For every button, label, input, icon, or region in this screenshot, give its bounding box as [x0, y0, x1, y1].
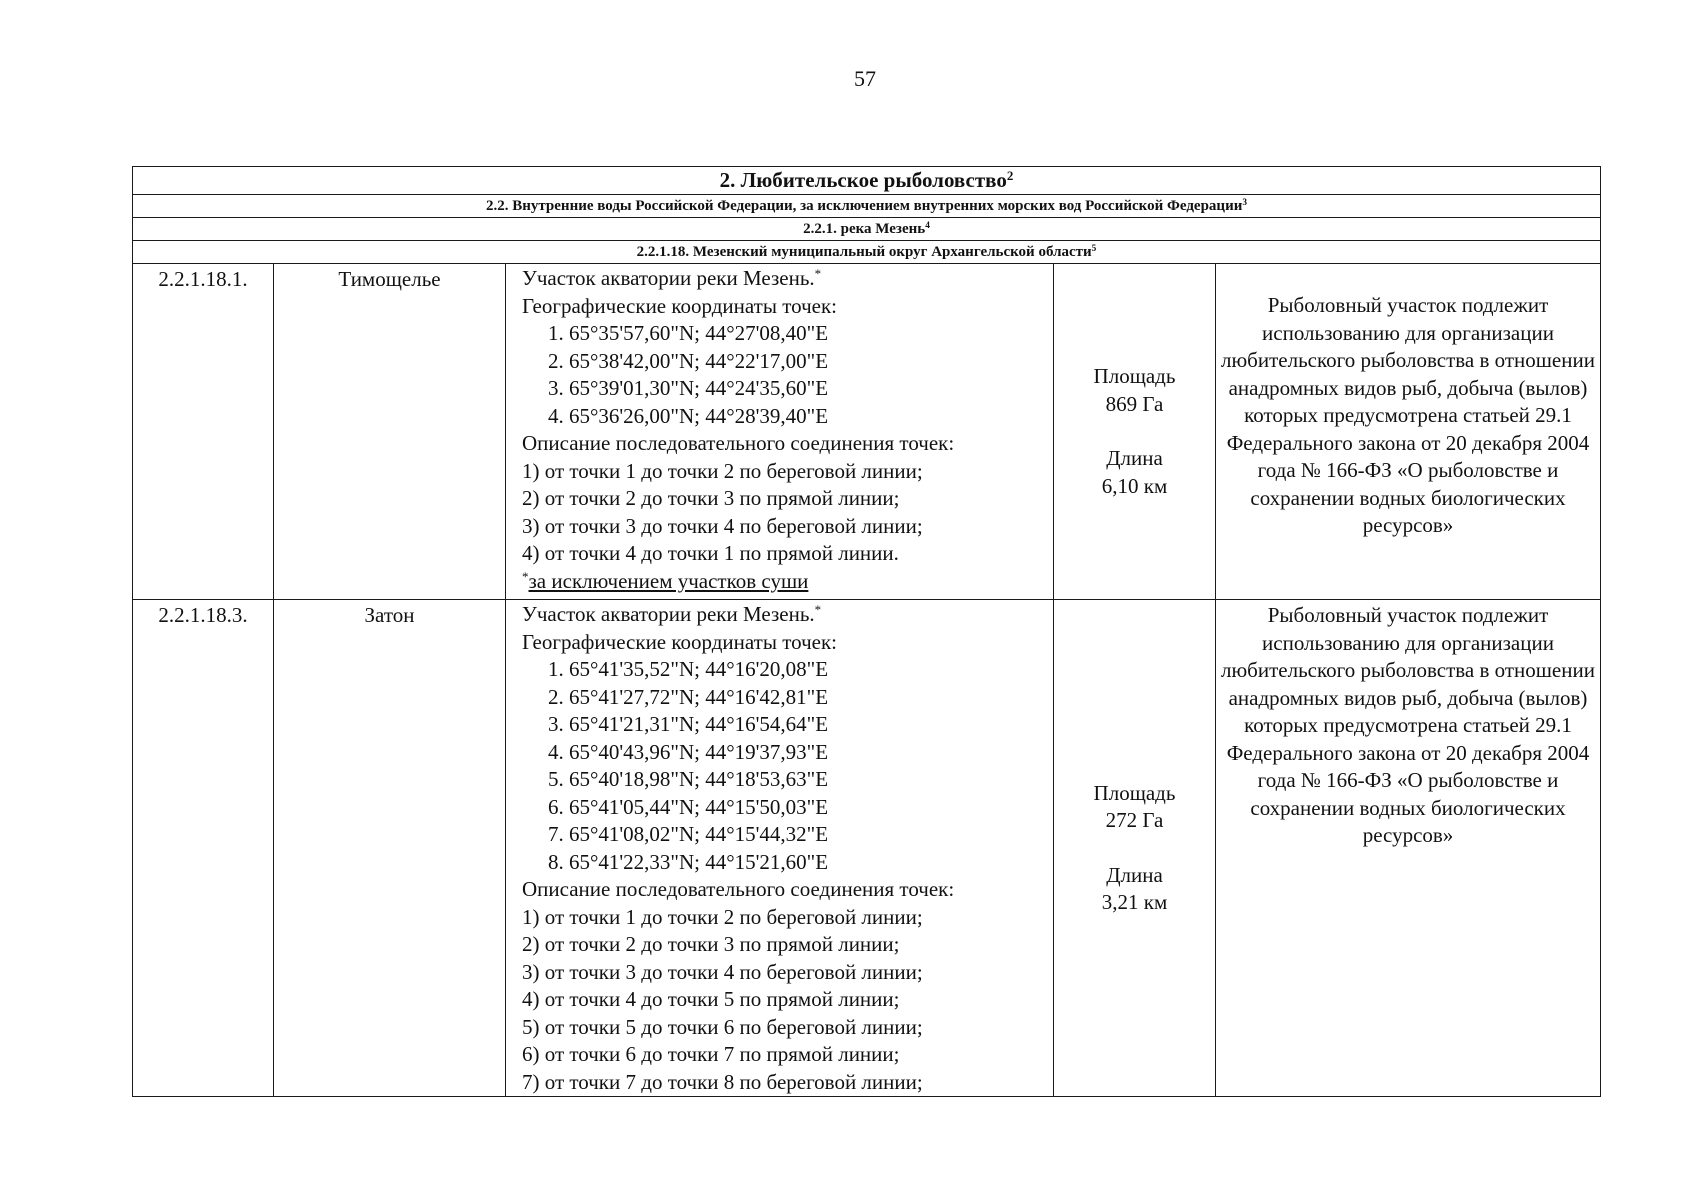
- area-label: Площадь: [1093, 364, 1176, 388]
- district-heading-text: 2.2.1.18. Мезенский муниципальный округ Архангельской области: [636, 244, 1092, 260]
- area-code: 2.2.1.18.1.: [133, 264, 274, 600]
- length-value: 6,10 км: [1101, 473, 1168, 498]
- usage-note: Рыболовный участок подлежит использованию для организации любительского рыболовства в отношении анадромных видов рыб, добыча (вылов) которых предусмотрена статьей 29.1 Федерального закона от 20 декабря 2004 года № 166-ФЗ «О рыболовстве и сохранении водных биологических ресурсов»: [1216, 600, 1601, 1097]
- metrics-spacer: [1054, 418, 1215, 445]
- footnote: [522, 568, 1047, 596]
- length-label: Длина: [1106, 446, 1163, 470]
- area-title-text: Участок акватории реки Мезень.: [522, 602, 815, 626]
- page-number: 57: [854, 66, 876, 91]
- river-heading-text: 2.2.1. река Мезень: [803, 221, 926, 237]
- area-title-mark: *: [814, 601, 822, 617]
- coord-item: 6. 65°41'05,44"N; 44°15'50,03"E: [548, 794, 829, 819]
- subsection-heading-row: [133, 195, 1601, 218]
- area-title: [522, 265, 1047, 293]
- links-title: Описание последовательного соединения точек:: [522, 431, 955, 455]
- link-item: 4) от точки 4 до точки 5 по прямой линии;: [522, 987, 900, 1011]
- coord-item: 4. 65°40'43,96"N; 44°19'37,93"E: [548, 739, 829, 764]
- area-place: Затон: [274, 600, 506, 1097]
- link-item: 5) от точки 5 до точки 6 по береговой линии;: [522, 1014, 923, 1039]
- coord-item: 1. 65°35'57,60"N; 44°27'08,40"E: [548, 321, 829, 345]
- link-item: 7) от точки 7 до точки 8 по береговой линии;: [522, 1069, 923, 1094]
- coord-item: 1. 65°41'35,52"N; 44°16'20,08"E: [548, 657, 829, 681]
- area-metrics: [1054, 264, 1216, 600]
- link-item: 3) от точки 3 до точки 4 по береговой линии;: [522, 513, 923, 538]
- river-footnote-mark: 4: [925, 220, 930, 231]
- area-title-text: Участок акватории реки Мезень.: [522, 266, 815, 290]
- link-item: 6) от точки 6 до точки 7 по прямой линии;: [522, 1042, 900, 1066]
- metrics-spacer: [1054, 835, 1215, 862]
- section-heading: [133, 167, 1601, 195]
- area-code: 2.2.1.18.3.: [133, 600, 274, 1097]
- footnote-text: за исключением участков суши: [528, 568, 809, 593]
- link-item: 2) от точки 2 до точки 3 по прямой линии;: [522, 932, 900, 956]
- area-description: [506, 264, 1054, 600]
- subsection-heading-text: 2.2. Внутренние воды Российской Федерации, за исключением внутренних морских вод Российской Федерации: [485, 198, 1243, 214]
- coord-item: 2. 65°41'27,72"N; 44°16'42,81"E: [548, 684, 829, 709]
- coord-item: 7. 65°41'08,02"N; 44°15'44,32"E: [548, 822, 829, 846]
- length-value: 3,21 км: [1101, 890, 1168, 914]
- link-item: 3) от точки 3 до точки 4 по береговой линии;: [522, 959, 923, 984]
- usage-note: Рыболовный участок подлежит использованию для организации любительского рыболовства в отношении анадромных видов рыб, добыча (вылов) которых предусмотрена статьей 29.1 Федерального закона от 20 декабря 2004 года № 166-ФЗ «О рыболовстве и сохранении водных биологических ресурсов»: [1216, 264, 1601, 600]
- link-item: 4) от точки 4 до точки 1 по прямой линии.: [522, 541, 899, 565]
- area-title: [522, 601, 1047, 629]
- coord-item: 3. 65°41'21,31"N; 44°16'54,64"E: [548, 712, 829, 736]
- link-item: 1) от точки 1 до точки 2 по береговой линии;: [522, 458, 923, 483]
- length-label: Длина: [1106, 862, 1163, 887]
- subsection-footnote-mark: 3: [1242, 197, 1248, 208]
- coord-item: 5. 65°40'18,98"N; 44°18'53,63"E: [548, 767, 829, 791]
- section-heading-text: 2. Любительское рыболовство: [719, 168, 1007, 192]
- section-footnote-mark: 2: [1006, 167, 1014, 183]
- district-footnote-mark: 5: [1091, 243, 1097, 254]
- subsection-heading: [133, 195, 1601, 218]
- district-heading: [133, 241, 1601, 264]
- table-row: [133, 264, 1601, 600]
- area-label: Площадь: [1093, 780, 1176, 805]
- coord-item: 8. 65°41'22,33"N; 44°15'21,60"E: [548, 849, 829, 874]
- coords-title: Географические координаты точек:: [522, 629, 837, 654]
- area-value: 272 Га: [1105, 808, 1164, 832]
- link-item: 2) от точки 2 до точки 3 по прямой линии;: [522, 486, 900, 510]
- river-heading: [133, 218, 1601, 241]
- coord-item: 3. 65°39'01,30"N; 44°24'35,60"E: [548, 376, 829, 400]
- coord-item: 4. 65°36'26,00"N; 44°28'39,40"E: [548, 403, 829, 428]
- coords-title: Географические координаты точек:: [522, 293, 837, 318]
- link-item: 1) от точки 1 до точки 2 по береговой линии;: [522, 904, 923, 929]
- district-heading-row: [133, 241, 1601, 264]
- river-heading-row: [133, 218, 1601, 241]
- area-metrics: [1054, 600, 1216, 1097]
- fishing-areas-table: [132, 166, 1601, 1097]
- coord-item: 2. 65°38'42,00"N; 44°22'17,00"E: [548, 348, 829, 373]
- table-row: [133, 600, 1601, 1097]
- area-place: Тимощелье: [274, 264, 506, 600]
- section-heading-row: [133, 167, 1601, 195]
- area-title-mark: *: [814, 265, 822, 281]
- links-title: Описание последовательного соединения точек:: [522, 877, 955, 901]
- footnote-mark: *: [522, 568, 529, 584]
- area-description: [506, 600, 1054, 1097]
- area-value: 869 Га: [1105, 391, 1164, 416]
